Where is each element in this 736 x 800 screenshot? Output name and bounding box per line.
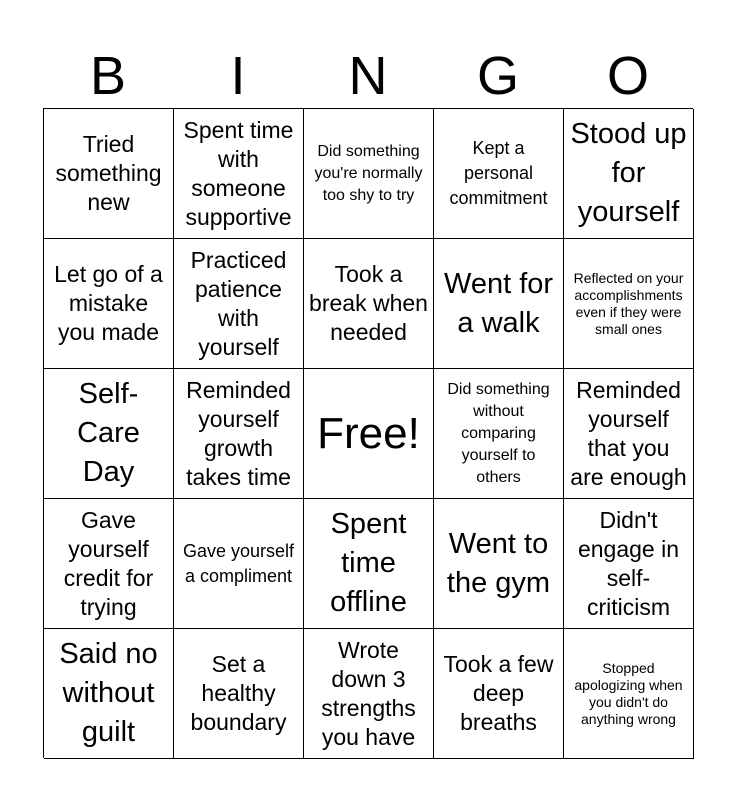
header-letter-n: N bbox=[348, 46, 388, 106]
bingo-cell-r2-c3[interactable] bbox=[304, 239, 434, 369]
free-space-cell[interactable] bbox=[304, 369, 434, 499]
bingo-cell-r3-c4[interactable] bbox=[434, 369, 564, 499]
cell-text: Spent time with someone supportive bbox=[183, 116, 294, 230]
bingo-cell-r1-c4[interactable] bbox=[434, 109, 564, 239]
bingo-cell-r1-c5[interactable] bbox=[564, 109, 694, 239]
bingo-cell-r4-c2[interactable] bbox=[174, 499, 304, 629]
header-letter-i: I bbox=[230, 46, 246, 106]
cell-text: Wrote down 3 strengths you have bbox=[321, 636, 416, 750]
cell-text: Spent time offline bbox=[330, 508, 407, 618]
cell-text: Took a few deep breaths bbox=[443, 651, 554, 735]
bingo-cell-r4-c1[interactable] bbox=[44, 499, 174, 629]
cell-text: Self-Care Day bbox=[77, 378, 140, 488]
cell-text: Didn't engage in self-criticism bbox=[577, 506, 680, 620]
cell-text: Said no without guilt bbox=[59, 638, 158, 748]
cell-text: Went to the gym bbox=[446, 527, 551, 599]
bingo-cell-r2-c4[interactable] bbox=[434, 239, 564, 369]
bingo-header bbox=[43, 44, 693, 108]
bingo-cell-r5-c5[interactable] bbox=[564, 629, 694, 759]
bingo-cell-r1-c2[interactable] bbox=[174, 109, 304, 239]
cell-text: Did something without comparing yourself to others bbox=[447, 380, 550, 486]
header-letter-b: B bbox=[89, 46, 127, 106]
cell-text: Kept a personal commitment bbox=[449, 138, 548, 208]
bingo-cell-r1-c1[interactable] bbox=[44, 109, 174, 239]
cell-text: Did something you're normally too shy to try bbox=[314, 142, 423, 204]
bingo-cell-r3-c5[interactable] bbox=[564, 369, 694, 499]
cell-text: Went for a walk bbox=[443, 267, 554, 339]
bingo-board bbox=[43, 108, 693, 758]
cell-text: Took a break when needed bbox=[309, 261, 428, 345]
cell-text: Let go of a mistake you made bbox=[54, 261, 163, 345]
cell-text: Gave yourself credit for trying bbox=[63, 506, 154, 620]
header-letter-o: O bbox=[606, 46, 649, 106]
bingo-cell-r5-c4[interactable] bbox=[434, 629, 564, 759]
bingo-cell-r3-c1[interactable] bbox=[44, 369, 174, 499]
bingo-cell-r4-c3[interactable] bbox=[304, 499, 434, 629]
cell-text: Reflected on your accomplishments even if they were small ones bbox=[573, 269, 684, 337]
cell-text: Set a healthy boundary bbox=[190, 651, 287, 735]
bingo-cell-r5-c3[interactable] bbox=[304, 629, 434, 759]
bingo-cell-r2-c5[interactable] bbox=[564, 239, 694, 369]
bingo-cell-r1-c3[interactable] bbox=[304, 109, 434, 239]
free-space-label: Free! bbox=[317, 408, 420, 458]
cell-text: Reminded yourself growth takes time bbox=[186, 376, 291, 490]
bingo-cell-r4-c5[interactable] bbox=[564, 499, 694, 629]
cell-text: Gave yourself a compliment bbox=[182, 540, 295, 586]
bingo-cell-r3-c2[interactable] bbox=[174, 369, 304, 499]
bingo-cell-r2-c1[interactable] bbox=[44, 239, 174, 369]
bingo-cell-r4-c4[interactable] bbox=[434, 499, 564, 629]
bingo-cell-r5-c1[interactable] bbox=[44, 629, 174, 759]
bingo-cell-r5-c2[interactable] bbox=[174, 629, 304, 759]
bingo-cell-r2-c2[interactable] bbox=[174, 239, 304, 369]
header-letter-g: G bbox=[476, 46, 519, 106]
cell-text: Reminded yourself that you are enough bbox=[570, 376, 687, 490]
cell-text: Practiced patience with yourself bbox=[190, 246, 287, 360]
cell-text: Stood up for yourself bbox=[570, 118, 687, 228]
cell-text: Tried something new bbox=[55, 131, 162, 215]
cell-text: Stopped apologizing when you didn't do anything wrong bbox=[574, 659, 683, 727]
